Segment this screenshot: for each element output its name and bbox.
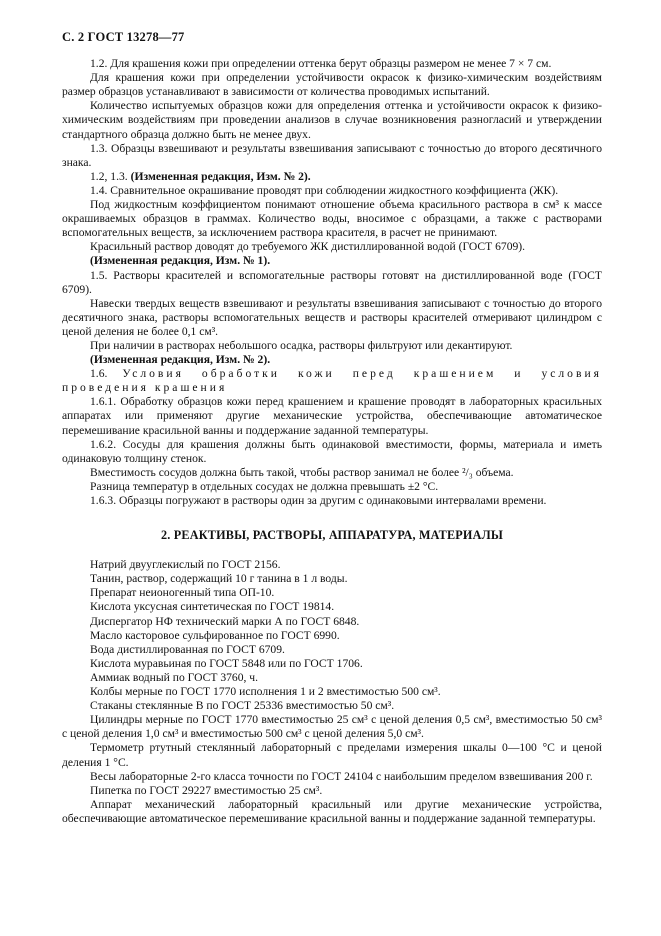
paragraph: [62, 395, 602, 437]
list-item: Весы лабораторные 2-го класса точности по ГОСТ 24104 с наибольшим пределом взвешивания 200 г.: [90, 769, 593, 783]
list-item: Аппарат механический лабораторный красильный или другие механические устройства, обеспечивающие автоматическое перемешивание красильной ванны и поддержание заданной температуры.: [62, 797, 602, 825]
list-item: Вода дистиллированная по ГОСТ 6709.: [90, 642, 285, 656]
paragraph: [62, 240, 602, 254]
paragraph-text: Красильный раствор доводят до требуемого ЖК дистиллированной водой (ГОСТ 6709).: [90, 240, 526, 254]
paragraph-text: 1.6.: [90, 367, 123, 381]
paragraph-text: 1.4. Сравнительное окрашивание проводят при соблюдении жидкостного коэффициента (ЖК).: [90, 183, 559, 197]
paragraph: [62, 339, 602, 353]
paragraph: [62, 438, 602, 466]
paragraph: [62, 254, 602, 268]
section-2-title: 2. РЕАКТИВЫ, РАСТВОРЫ, АППАРАТУРА, МАТЕРИАЛЫ: [160, 528, 504, 543]
list-item: Диспергатор НФ технический марки А по ГОСТ 6848.: [90, 614, 360, 628]
paragraph-text: 1.2. Для крашения кожи при определении оттенка берут образцы размером не менее 7 × 7 см.: [90, 57, 552, 71]
paragraph: [62, 494, 602, 508]
paragraph: [62, 367, 602, 395]
list-item: Пипетка по ГОСТ 29227 вместимостью 25 см³.: [90, 783, 323, 797]
list-item: Термометр ртутный стеклянный лабораторный с пределами измерения шкалы 0—100 °С и ценой деления 1 °С.: [62, 741, 602, 769]
paragraph: [62, 353, 602, 367]
paragraph-text: Вместимость сосудов должна быть такой, чтобы раствор занимал не более ²/₃ объема.: [90, 465, 514, 479]
list-item: Натрий двууглекислый по ГОСТ 2156.: [90, 558, 281, 572]
paragraph: [62, 269, 602, 297]
amendment-note: (Измененная редакция, Изм. № 2).: [90, 353, 271, 367]
list-item: Танин, раствор, содержащий 10 г танина в 1 л воды.: [90, 572, 348, 586]
amendment-note: (Измененная редакция, Изм. № 2).: [130, 169, 311, 183]
paragraph-text: 1.6.1. Обработку образцов кожи перед крашением и крашение проводят в лабораторных красильных аппаратах или применяют другие механические устройства, обеспечивающие автоматическое перемешивание красильной ванны и поддержание заданной температуры.: [62, 395, 602, 437]
list-item: Стаканы стеклянные В по ГОСТ 25336 вместимостью 50 см³.: [90, 699, 395, 713]
list-item: Цилиндры мерные по ГОСТ 1770 вместимостью 25 см³ с ценой деления 0,5 см³, вместимостью 50 см³ с ценой деления 1,0 см³ и вместимостью 500 см³ с ценой деления 5,0 см³.: [62, 713, 602, 741]
paragraph-text: Навески твердых веществ взвешивают и результаты взвешивания записывают с точностью до второго десятичного знака, растворы вспомогательных веществ и растворы красителей отмеривают цилиндром с ценой деления не более 0,1 см³.: [62, 296, 602, 338]
document-page: [62, 30, 602, 826]
list-item: Препарат неионогенный типа ОП-10.: [90, 586, 275, 600]
paragraph: [62, 142, 602, 170]
paragraph-text: 1.5. Растворы красителей и вспомогательные растворы готовят на дистиллированной воде (ГОСТ 6709).: [62, 268, 602, 296]
paragraph: [62, 198, 602, 240]
paragraph-text: При наличии в растворах небольшого осадка, растворы фильтруют или декантируют.: [90, 338, 513, 352]
amendment-note: (Измененная редакция, Изм. № 1).: [90, 254, 271, 268]
section-1-continuation: [62, 57, 602, 508]
paragraph: [62, 480, 602, 494]
paragraph-text: Под жидкостным коэффициентом понимают отношение объема красильного раствора в см³ к массе окрашиваемых образцов в граммах. Количество воды, вносимое с образцами, а также с растворами вспомогательных веществ, за исключением раствора красителя, в расчет не принимают.: [62, 198, 602, 240]
paragraph-text: Разница температур в отдельных сосудах не должна превышать ±2 °С.: [90, 479, 439, 493]
paragraph-text: Для крашения кожи при определении устойчивости окрасок к физико-химическим воздействиям размер образцов устанавливают в зависимости от количества проводимых испытаний.: [62, 71, 602, 99]
paragraph: [62, 466, 602, 480]
list-item: Кислота муравьиная по ГОСТ 5848 или по ГОСТ 1706.: [90, 656, 363, 670]
paragraph: [62, 184, 602, 198]
list-item: Масло касторовое сульфированное по ГОСТ 6990.: [90, 628, 340, 642]
paragraph: [62, 170, 602, 184]
paragraph-text: 1.6.3. Образцы погружают в растворы один за другим с одинаковыми интервалами времени.: [90, 494, 547, 507]
list-item: Колбы мерные по ГОСТ 1770 исполнения 1 и 2 вместимостью 500 см³.: [90, 685, 441, 699]
paragraph: [62, 99, 602, 141]
section-2-list: [62, 558, 602, 826]
paragraph-text: Количество испытуемых образцов кожи для определения оттенка и устойчивости окрасок к физико-химическим воздействиям при проведении анализов в случае возникновения разногласий и утверждении стандартного образца должно быть не менее двух.: [62, 99, 602, 141]
spaced-subheading: Условия обработки кожи перед крашением и условия проведения крашения: [62, 367, 602, 395]
page-header: С. 2 ГОСТ 13278—77: [62, 30, 185, 44]
paragraph: [62, 71, 602, 99]
paragraph-text: 1.3. Образцы взвешивают и результаты взвешивания записывают с точностью до второго десятичного знака.: [62, 141, 602, 169]
paragraph: [62, 297, 602, 339]
paragraph: [62, 57, 602, 71]
paragraph-text: 1.6.2. Сосуды для крашения должны быть одинаковой вместимости, формы, материала и иметь одинаковую толщину стенок.: [62, 437, 602, 465]
paragraph-text: 1.2, 1.3.: [90, 169, 131, 183]
list-item: Кислота уксусная синтетическая по ГОСТ 19814.: [90, 600, 335, 614]
list-item: Аммиак водный по ГОСТ 3760, ч.: [90, 670, 259, 684]
